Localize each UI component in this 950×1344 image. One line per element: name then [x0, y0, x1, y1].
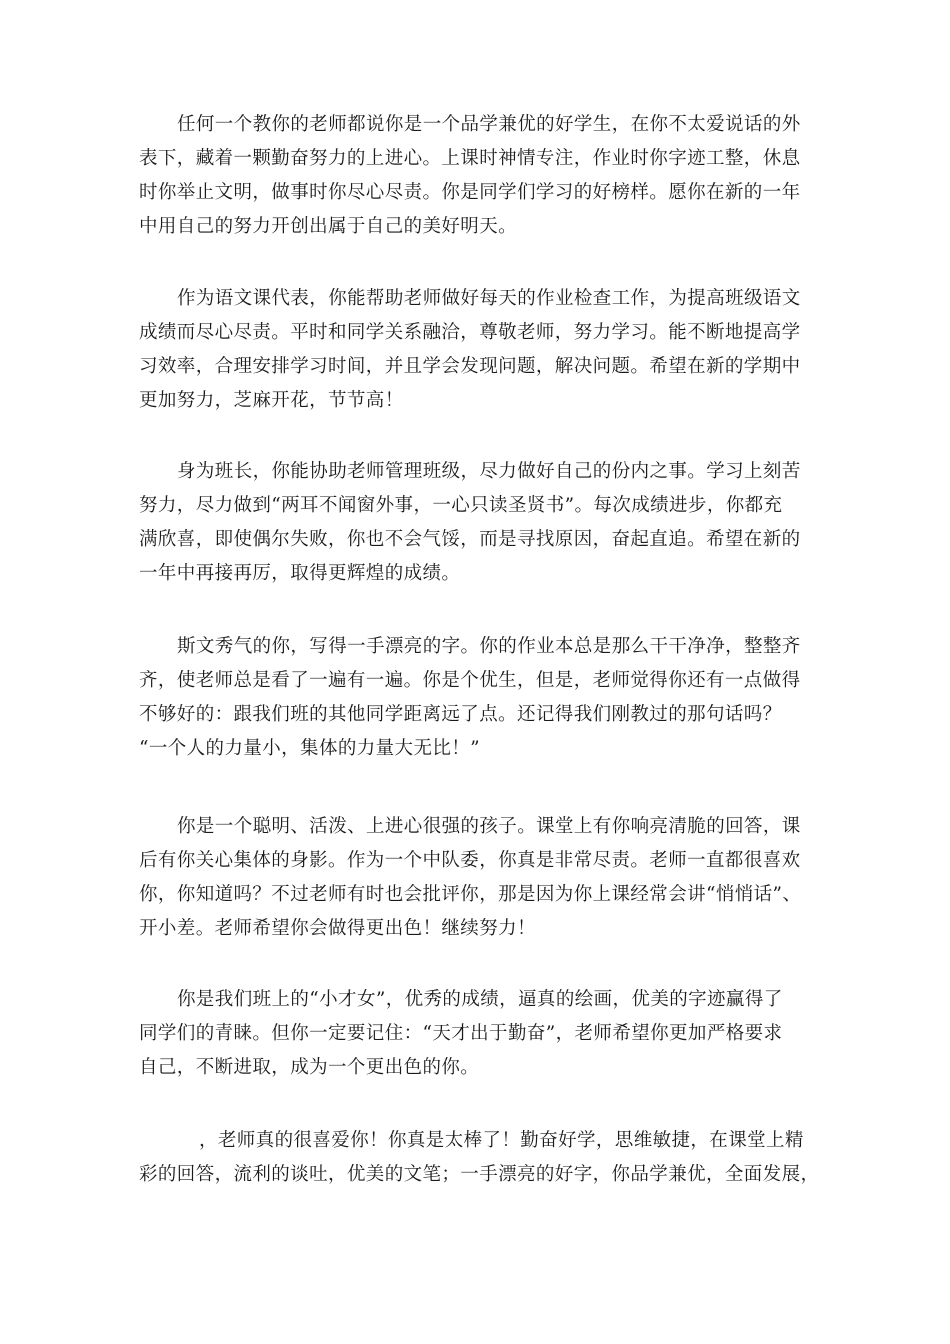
paragraph-line: 你是一个聪明、活泼、上进心很强的孩子。课堂上有你响亮清脆的回答，课: [177, 816, 801, 837]
paragraph-line: 任何一个教你的老师都说你是一个品学兼优的好学生，在你不太爱说话的外: [177, 114, 801, 135]
comment-paragraph-2: [139, 282, 829, 418]
paragraph-line: 表下，藏着一颗勤奋努力的上进心。上课时神情专注，作业时你字迹工整，休息: [139, 148, 801, 169]
paragraph-line: 一年中再接再厉，取得更辉煌的成绩。: [139, 563, 461, 584]
paragraph-line: “一个人的力量小，集体的力量大无比！”: [139, 738, 481, 759]
paragraph-line: 你，你知道吗？不过老师有时也会批评你，那是因为你上课经常会讲“悄悄话”、: [139, 884, 802, 905]
paragraph-line: 不够好的：跟我们班的其他同学距离远了点。还记得我们刚教过的那句话吗？: [139, 704, 782, 725]
paragraph-line: 开小差。老师希望你会做得更出色！继续努力！: [139, 918, 536, 939]
paragraph-line: 身为班长，你能协助老师管理班级，尽力做好自己的份内之事。学习上刻苦: [177, 461, 801, 482]
comment-paragraph-6: [139, 983, 829, 1085]
paragraph-line: 时你举止文明，做事时你尽心尽责。你是同学们学习的好榜样。愿你在新的一年: [139, 182, 801, 203]
paragraph-line: 同学们的青睐。但你一定要记住：“天才出于勤奋”，老师希望你更加严格要求: [139, 1023, 783, 1044]
paragraph-line: 更加努力，芝麻开花，节节高！: [139, 390, 404, 411]
paragraph-line: ，老师真的很喜爱你！你真是太棒了！勤奋好学，思维敏捷，在课堂上精: [199, 1130, 804, 1151]
paragraph-line: 斯文秀气的你，写得一手漂亮的字。你的作业本总是那么干干净净，整整齐: [177, 636, 801, 657]
paragraph-line: 成绩而尽心尽责。平时和同学关系融洽，尊敬老师，努力学习。能不断地提高学: [139, 322, 801, 343]
paragraph-line: 彩的回答，流利的谈吐，优美的文笔；一手漂亮的好字，你品学兼优，全面发展，: [139, 1164, 820, 1185]
comment-paragraph-1: [139, 108, 829, 244]
paragraph-line: 满欣喜，即使偶尔失败，你也不会气馁，而是寻找原因，奋起直追。希望在新的: [139, 529, 801, 550]
paragraph-line: 齐，使老师总是看了一遍有一遍。你是个优生，但是，老师觉得你还有一点做得: [139, 670, 801, 691]
paragraph-line: 后有你关心集体的身影。作为一个中队委，你真是非常尽责。老师一直都很喜欢: [139, 850, 801, 871]
comment-paragraph-5: [139, 810, 829, 946]
comment-paragraph-4: [139, 630, 829, 766]
comment-paragraph-7: [139, 1124, 829, 1192]
comment-paragraph-3: [139, 455, 829, 591]
paragraph-line: 努力，尽力做到“两耳不闻窗外事，一心只读圣贤书”。每次成绩进步，你都充: [139, 495, 783, 516]
paragraph-line: 你是我们班上的“小才女”，优秀的成绩，逼真的绘画，优美的字迹赢得了: [177, 989, 783, 1010]
paragraph-line: 作为语文课代表，你能帮助老师做好每天的作业检查工作，为提高班级语文: [177, 288, 801, 309]
paragraph-line: 中用自己的努力开创出属于自己的美好明天。: [139, 216, 518, 237]
paragraph-line: 习效率，合理安排学习时间，并且学会发现问题，解决问题。希望在新的学期中: [139, 356, 801, 377]
paragraph-line: 自己，不断进取，成为一个更出色的你。: [139, 1057, 480, 1078]
